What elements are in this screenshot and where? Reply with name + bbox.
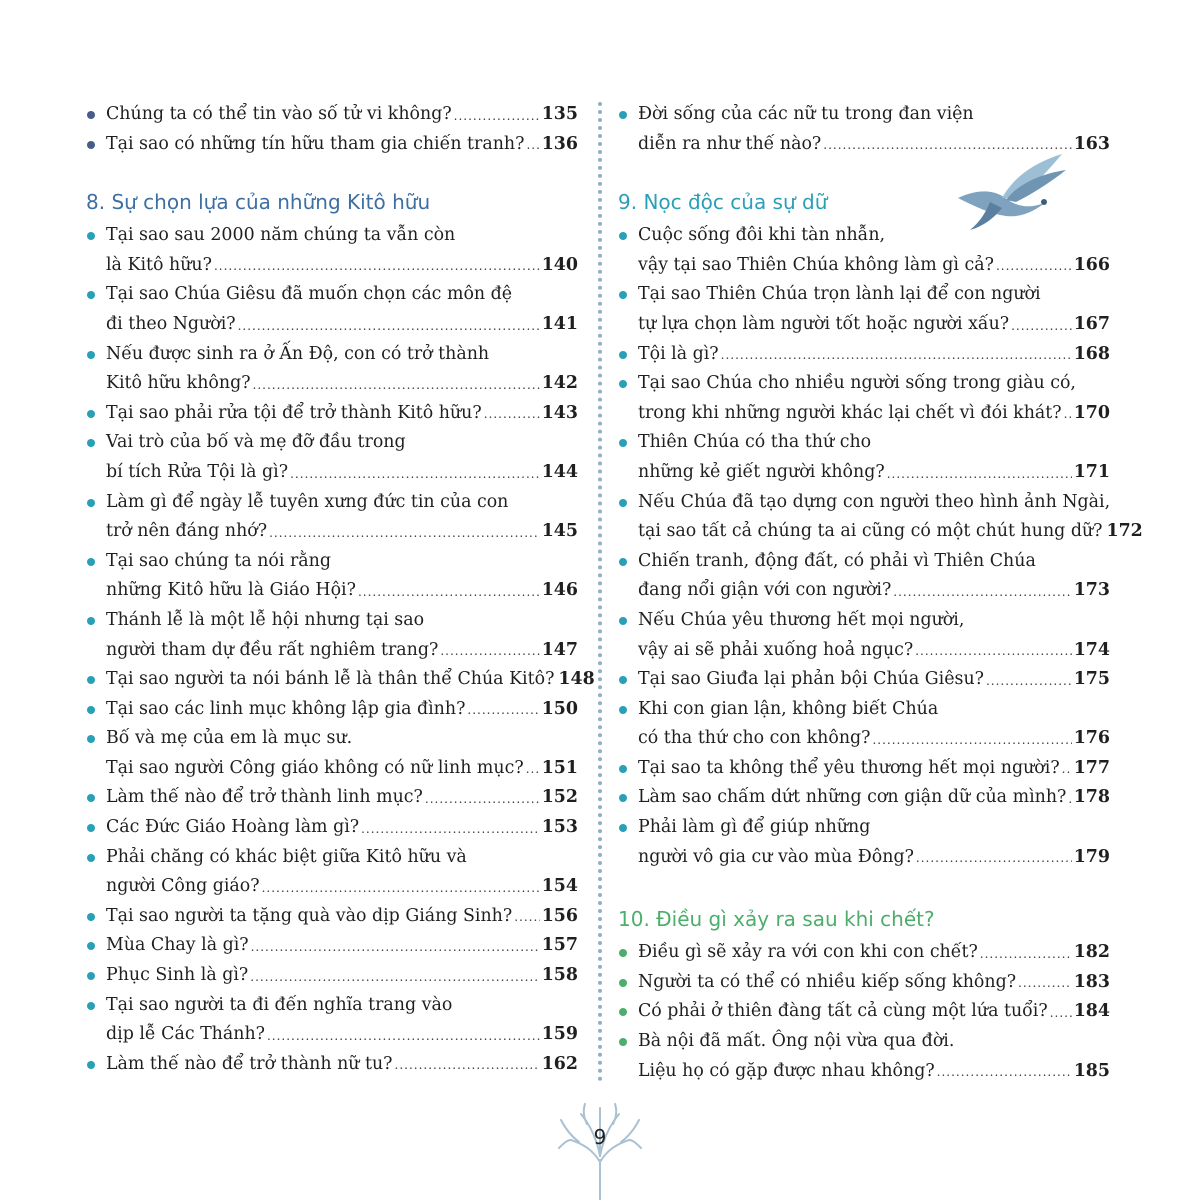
toc-entry-text: Làm thế nào để trở thành linh mục? [106,787,423,808]
toc-page-number: 136 [541,133,578,154]
dot-leader [937,1065,1072,1079]
toc-page-number: 172 [1106,521,1143,542]
bullet-icon [87,111,95,119]
toc-entry-line [106,902,578,932]
bullet-icon [619,794,627,802]
toc-entry-text: có tha thứ cho con không? [638,728,871,749]
dot-leader [1011,319,1072,333]
toc-page-number: 167 [1073,313,1110,334]
toc-page-number: 144 [541,461,578,482]
toc-entry [618,968,1110,998]
toc-entry-text: Đời sống của các nữ tu trong đan viện [638,104,974,124]
toc-page-number: 140 [541,254,578,275]
dot-leader [269,526,540,540]
bullet-icon [87,291,95,299]
dot-leader [267,1029,540,1043]
toc-entry-text: người vô gia cư vào mùa Đông? [638,846,914,867]
bullet-icon [619,979,627,987]
toc-page-number: 148 [558,669,595,690]
toc-entry-text: những Kitô hữu là Giáo Hội? [106,580,356,601]
bullet-icon [619,765,627,773]
toc-page-number: 151 [541,757,578,778]
toc-entry-line [638,251,1110,281]
toc-page-number: 150 [541,698,578,719]
toc-entry-text: Tại sao phải rửa tội để trở thành Kitô hữu? [106,402,482,423]
toc-entry-line [638,754,1110,784]
section-10-heading: 10. Điều gì xảy ra sau khi chết? [618,907,935,932]
toc-entry-line [638,517,1143,547]
toc-entry-text: trong khi những người khác lại chết vì đói khát? [638,402,1062,423]
toc-page-number: 154 [541,876,578,897]
toc-entry [86,991,578,1050]
dot-leader [253,378,540,392]
toc-entry-text: Phục Sinh là gì? [106,965,249,986]
bullet-icon [619,617,627,625]
dot-leader [358,585,540,599]
toc-entry-text: Tại sao người Công giáo không có nữ linh mục? [106,757,524,778]
toc-page-number: 143 [541,402,578,423]
toc-entry-line [106,813,578,843]
toc-entry [618,754,1110,784]
bullet-icon [619,1038,627,1046]
bullet-icon [87,351,95,359]
bird-icon [950,150,1070,235]
toc-entry [618,783,1110,813]
toc-entry-line [638,280,1110,310]
bullet-icon [619,351,627,359]
toc-entry-line [638,576,1110,606]
dot-leader [916,851,1072,865]
toc-entry [86,931,578,961]
dot-leader [440,644,539,658]
toc-entry-text: Tại sao Chúa Giêsu đã muốn chọn các môn đệ [106,284,513,305]
toc-page-number: 163 [1073,133,1110,154]
toc-group-left-top [86,100,578,159]
bullet-icon [619,380,627,388]
toc-page-number: 159 [541,1024,578,1045]
dot-leader [887,467,1072,481]
toc-entry-line [106,488,578,518]
section-9-heading: 9. Nọc độc của sự dữ [618,190,828,215]
toc-page-number: 175 [1073,669,1110,690]
toc-entry-line [106,665,595,695]
toc-page-number: 147 [541,639,578,660]
dot-leader [425,792,540,806]
bullet-icon [87,141,95,149]
toc-entry-text: trở nên đáng nhớ? [106,521,268,542]
toc-entry-text: Tội là gì? [638,343,719,364]
bullet-icon [87,854,95,862]
dot-leader [262,881,540,895]
toc-page-number: 135 [541,104,578,124]
dot-leader [893,585,1071,599]
toc-entry-line [106,221,578,251]
toc-entry-text: tự lựa chọn làm người tốt hoặc người xấu? [638,313,1010,334]
toc-entry [618,606,1110,665]
bullet-icon [87,499,95,507]
toc-entry [86,547,578,606]
dot-leader [1050,1006,1072,1020]
toc-entry-line [106,783,578,813]
toc-page-number: 177 [1073,757,1110,778]
toc-entry [86,100,578,130]
toc-page-number: 146 [541,580,578,601]
toc-entry-line [638,547,1110,577]
toc-entry-line [638,783,1110,813]
dot-leader [980,947,1072,961]
toc-entry-text: bí tích Rửa Tội là gì? [106,461,289,482]
dot-leader [214,259,540,273]
bullet-icon [619,499,627,507]
toc-entry [86,813,578,843]
dot-leader [251,940,540,954]
toc-entry-line [638,488,1110,518]
dot-leader [996,259,1072,273]
toc-entry-line [638,1027,1110,1057]
toc-entry [86,606,578,665]
toc-entry [618,428,1110,487]
toc-entry-text: vậy ai sẽ phải xuống hoả ngục? [638,639,914,660]
toc-entry-text: Người ta có thể có nhiều kiếp sống không? [638,971,1017,992]
bullet-icon [619,676,627,684]
toc-entry-text: Mùa Chay là gì? [106,935,249,956]
toc-entry-text: Chiến tranh, động đất, có phải vì Thiên Chúa [638,550,1036,571]
toc-entry-text: người Công giáo? [106,876,260,897]
toc-entry-line [638,606,1110,636]
toc-page-number: 166 [1073,254,1110,275]
toc-entry-text: diễn ra như thế nào? [638,133,822,154]
toc-entry-line [106,369,578,399]
toc-page-number: 157 [541,935,578,956]
toc-entry-line [106,517,578,547]
toc-entry [86,695,578,725]
toc-entry-line [638,458,1110,488]
toc-entry-text: Tại sao Chúa cho nhiều người sống trong giàu có, [638,373,1076,394]
dot-leader [484,407,540,421]
bullet-icon [87,676,95,684]
toc-entry [618,1027,1110,1086]
toc-entry-text: những kẻ giết người không? [638,461,885,482]
bullet-icon [87,824,95,832]
dot-leader [514,910,539,924]
toc-entry-text: tại sao tất cả chúng ta ai cũng có một chút hung dữ? [638,521,1103,542]
toc-entry-line [106,636,578,666]
toc-entry-line [638,310,1110,340]
toc-entry-text: Tại sao người ta đi đến nghĩa trang vào [106,994,453,1015]
toc-entry [618,488,1143,547]
dot-leader [1068,792,1071,806]
right-column [618,100,1143,1086]
toc-page-number: 162 [541,1053,578,1074]
dot-leader [290,467,540,481]
toc-entry-text: Thiên Chúa có tha thứ cho [638,432,872,453]
toc-entry [618,997,1110,1027]
toc-entry-text: Làm sao chấm dứt những cơn giận dữ của mình? [638,787,1067,808]
toc-entry-line [638,665,1110,695]
toc-entry-text: Phải làm gì để giúp những [638,817,871,838]
toc-entry-line [106,251,578,281]
toc-page-number: 173 [1073,580,1110,601]
toc-entry-text: là Kitô hữu? [106,254,212,275]
bullet-icon [87,1061,95,1069]
toc-entry [86,399,578,429]
toc-entry-text: Liệu họ có gặp được nhau không? [638,1060,935,1081]
toc-entry-line [106,606,578,636]
toc-entry-text: Vai trò của bố và mẹ đỡ đầu trong [106,432,406,453]
dot-leader [250,970,539,984]
column-divider [598,102,602,1082]
toc-entry-line [638,340,1110,370]
bullet-icon [87,232,95,240]
toc-entry [618,340,1110,370]
dot-leader [467,703,539,717]
toc-page-number: 171 [1073,461,1110,482]
page-number: 9 [593,1125,607,1149]
bullet-icon [87,706,95,714]
toc-entry-line [638,695,1110,725]
toc-entry-text: Nếu Chúa đã tạo dựng con người theo hình ảnh Ngài, [638,491,1111,512]
toc-entry-text: Chúng ta có thể tin vào số tử vi không? [106,104,452,124]
toc-page-number: 141 [541,313,578,334]
bullet-icon [87,942,95,950]
toc-entry-text: Làm gì để ngày lễ tuyên xưng đức tin của con [106,491,509,512]
toc-page-number: 178 [1073,787,1110,808]
bullet-icon [619,1008,627,1016]
dot-leader [872,733,1071,747]
section-8-heading: 8. Sự chọn lựa của những Kitô hữu [86,190,431,215]
bullet-icon [619,558,627,566]
toc-entry-line [638,369,1110,399]
dot-leader [1064,407,1072,421]
toc-entry [86,280,578,339]
toc-entry [86,428,578,487]
bullet-icon [87,410,95,418]
bullet-icon [619,291,627,299]
toc-entry-text: Điều gì sẽ xảy ra với con khi con chết? [638,942,978,963]
toc-entry-text: Tại sao Giuđa lại phản bội Chúa Giêsu? [638,669,984,690]
toc-page-number: 184 [1073,1001,1110,1022]
bullet-icon [87,913,95,921]
dot-leader [1062,762,1072,776]
toc-entry-line [106,961,578,991]
toc-entry-text: đang nổi giận với con người? [638,580,892,601]
toc-entry-text: dịp lễ Các Thánh? [106,1024,265,1045]
toc-entry-line [106,1050,578,1080]
bullet-icon [619,949,627,957]
toc-entry-line [106,991,578,1021]
toc-entry [86,961,578,991]
toc-entry-text: Nếu được sinh ra ở Ấn Độ, con có trở thành [106,343,490,364]
dot-leader [915,644,1071,658]
toc-entry [86,783,578,813]
dot-leader [526,138,539,152]
toc-entry-line [106,576,578,606]
toc-page-number: 176 [1073,728,1110,749]
toc-entry [618,695,1110,754]
toc-page-number: 179 [1073,846,1110,867]
bullet-icon [87,439,95,447]
toc-entry-line [638,1057,1110,1087]
toc-entry-line [638,636,1110,666]
toc-page-number: 174 [1073,639,1110,660]
toc-entry-line [106,310,578,340]
toc-entry-text: Tại sao người ta tặng quà vào dịp Giáng Sinh? [106,905,513,926]
toc-entry [618,813,1110,872]
toc-entry [618,280,1110,339]
toc-entry-text: Bà nội đã mất. Ông nội vừa qua đời. [638,1031,955,1052]
dot-leader [986,674,1072,688]
toc-entry-line [638,938,1110,968]
toc-entry-line [106,695,578,725]
toc-entry [86,843,578,902]
bullet-icon [87,1002,95,1010]
toc-entry-text: Phải chăng có khác biệt giữa Kitô hữu và [106,846,467,867]
toc-entry [86,130,578,160]
toc-page-number: 145 [541,521,578,542]
toc-entry-line [106,428,578,458]
toc-entry [618,665,1110,695]
dot-leader [454,109,540,123]
toc-section-9 [618,221,1143,872]
toc-page-number: 158 [541,965,578,986]
dot-leader [721,348,1072,362]
toc-entry-text: đi theo Người? [106,313,236,334]
toc-entry-text: Tại sao có những tín hữu tham gia chiến tranh? [106,133,525,154]
dot-leader [238,319,540,333]
toc-entry-line [638,399,1110,429]
bullet-icon [87,735,95,743]
toc-entry-line [638,843,1110,873]
toc-page-number: 170 [1073,402,1110,423]
toc-entry [618,547,1110,606]
toc-entry-line [106,931,578,961]
bullet-icon [87,558,95,566]
tree-icon [557,1100,643,1200]
toc-section-10 [618,938,1110,1086]
bullet-icon [619,706,627,714]
toc-entry-text: Tại sao sau 2000 năm chúng ta vẫn còn [106,225,456,246]
toc-entry [618,938,1110,968]
toc-entry-text: Tại sao các linh mục không lập gia đình? [106,698,466,719]
toc-entry-line [638,724,1110,754]
toc-entry [86,1050,578,1080]
toc-page-number: 142 [541,373,578,394]
toc-entry-text: Tại sao người ta nói bánh lễ là thân thể Chúa Kitô? [106,669,555,690]
dot-leader [361,822,540,836]
toc-page-number: 152 [541,787,578,808]
toc-page-number: 156 [541,905,578,926]
toc-entry-text: Kitô hữu không? [106,373,251,394]
dot-leader [1018,976,1072,990]
toc-entry [86,902,578,932]
toc-entry [86,724,578,783]
toc-entry-text: Khi con gian lận, không biết Chúa [638,698,939,719]
toc-entry-line [638,968,1110,998]
toc-entry-text: Tại sao chúng ta nói rằng [106,550,332,571]
toc-entry-line [638,997,1110,1027]
toc-section-8 [86,221,595,1079]
toc-entry-text: Thánh lễ là một lễ hội nhưng tại sao [106,609,425,630]
left-column [86,100,595,1079]
toc-entry-text: người tham dự đều rất nghiêm trang? [106,639,439,660]
toc-entry-line [106,724,578,754]
toc-entry-text: Tại sao ta không thể yêu thương hết mọi người? [638,757,1060,778]
toc-entry-line [106,100,578,130]
toc-entry-line [638,813,1110,843]
toc-entry-line [638,428,1110,458]
toc-entry-text: Có phải ở thiên đàng tất cả cùng một lứa tuổi? [638,1001,1048,1022]
toc-entry-line [638,100,1110,130]
bullet-icon [619,439,627,447]
toc-entry-line [106,458,578,488]
toc-entry-line [106,843,578,873]
toc-page-number: 153 [541,817,578,838]
toc-entry-text: Bố và mẹ của em là mục sư. [106,728,353,749]
toc-entry [86,665,595,695]
bullet-icon [619,111,627,119]
toc-entry-line [106,340,578,370]
bullet-icon [619,232,627,240]
toc-entry-text: Nếu Chúa yêu thương hết mọi người, [638,609,965,630]
toc-entry-line [106,1020,578,1050]
dot-leader [526,762,540,776]
toc-entry-text: Cuộc sống đôi khi tàn nhẫn, [638,225,886,246]
toc-entry-line [106,872,578,902]
bullet-icon [619,824,627,832]
toc-page-number: 185 [1073,1060,1110,1081]
toc-entry [86,221,578,280]
toc-page-number: 183 [1073,971,1110,992]
toc-page-number: 168 [1073,343,1110,364]
toc-entry-line [106,399,578,429]
toc-entry-text: Tại sao Thiên Chúa trọn lành lại để con người [638,284,1041,305]
toc-entry-line [106,547,578,577]
dot-leader [395,1058,540,1072]
toc-entry-text: Các Đức Giáo Hoàng làm gì? [106,817,360,838]
bullet-icon [87,617,95,625]
toc-entry-text: Làm thế nào để trở thành nữ tu? [106,1053,393,1074]
toc-page-number: 182 [1073,942,1110,963]
toc-entry [86,488,578,547]
toc-entry [618,369,1110,428]
toc-entry-line [106,130,578,160]
bullet-icon [87,972,95,980]
toc-entry [86,340,578,399]
toc-entry-line [106,754,578,784]
toc-entry-line [106,280,578,310]
bullet-icon [87,794,95,802]
toc-entry-text: vậy tại sao Thiên Chúa không làm gì cả? [638,254,994,275]
